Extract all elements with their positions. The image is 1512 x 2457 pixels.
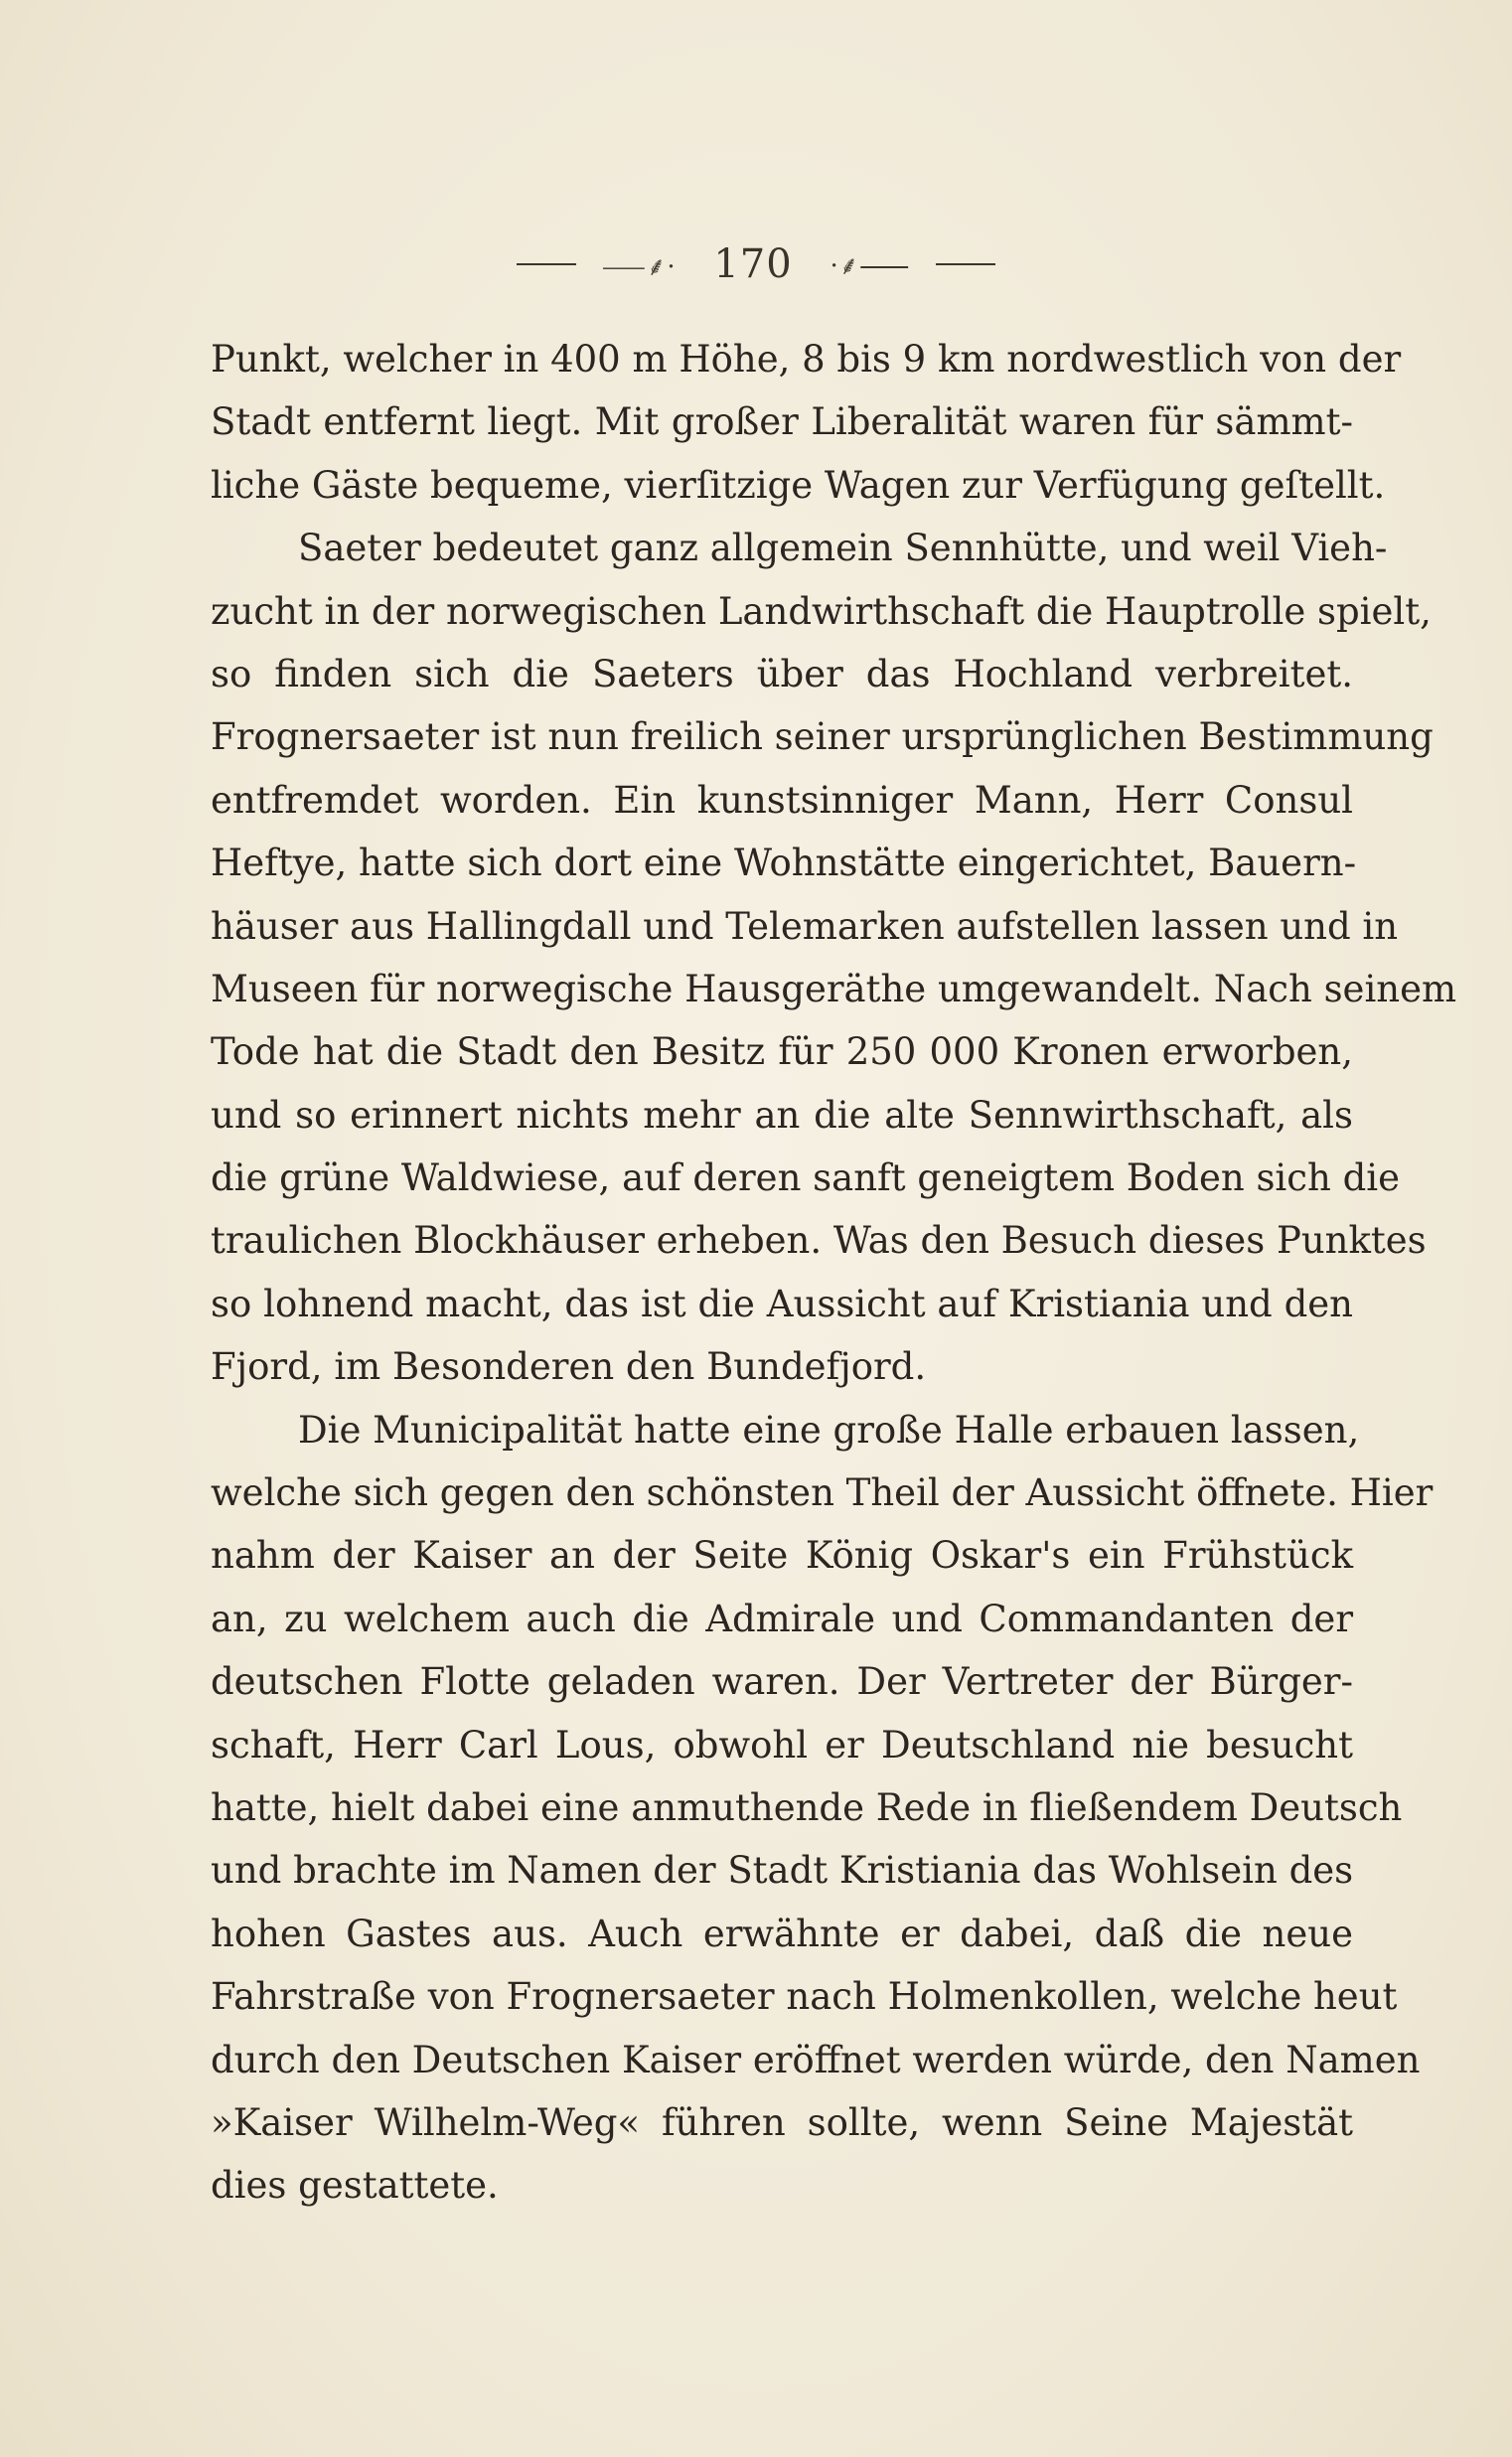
text-line: hatte, hielt dabei eine anmuthende Rede in fließendem Deutsch [211,1785,1403,1829]
text-line: Heftye, hatte sich dort eine Wohnstätte eingerichtet, Bauern- [211,842,1357,885]
text-line: »Kaiser Wilhelm-Weg« führen sollte, wenn Seine Majestät [211,2100,1353,2144]
text-line: und brachte im Namen der Stadt Kristiania das Wohlsein des [211,1849,1354,1893]
text-line: Fjord, im Besonderen den Bundefjord. [211,1345,927,1389]
text-line: nahm der Kaiser an der Seite König Oskar's ein Frühstück [211,1534,1353,1578]
header-ornament-right: ·⸙⸺ [830,251,911,281]
text-line: Saeter bedeutet ganz allgemein Sennhütte, und weil Vieh- [298,527,1388,570]
text-line: hohen Gastes aus. Auch erwähnte er dabei, daß die neue [211,1912,1353,1955]
page-header [0,238,1512,287]
text-line: Stadt entfernt liegt. Mit großer Liberalität waren für sämmt- [211,400,1353,444]
text-line: Fahrstraße von Frognersaeter nach Holmenkollen, welche heut [211,1975,1398,2019]
text-line: häuser aus Hallingdall und Telemarken aufstellen lassen und in [211,904,1399,948]
text-line: Tode hat die Stadt den Besitz für 250 000 Kronen erworben, [211,1030,1353,1074]
text-line: Museen für norwegische Hausgeräthe umgewandelt. Nach seinem [211,967,1457,1010]
text-line: liche Gäste bequeme, vierſitzige Wagen zur Verfügung geſtellt. [211,463,1386,507]
text-line: Die Municipalität hatte eine große Halle erbauen lassen, [298,1408,1360,1452]
text-line: Punkt, welcher in 400 m Höhe, 8 bis 9 km nordwestlich von der [211,338,1402,381]
text-line: Frognersaeter ist nun freilich seiner ursprünglichen Bestimmung [211,715,1434,759]
text-line: schaft, Herr Carl Lous, obwohl er Deutschland nie besucht [211,1723,1353,1766]
text-line: dies gestattete. [211,2164,499,2208]
text-line: deutschen Flotte geladen waren. Der Vertreter der Bürger- [211,1660,1353,1704]
text-line: zucht in der norwegischen Landwirthschaft die Hauptrolle spielt, [211,589,1432,633]
page-number: 170 [713,241,793,287]
text-line: durch den Deutschen Kaiser eröffnet werden würde, den Namen [211,2038,1421,2081]
text-line: entfremdet worden. Ein kunstsinniger Mann, Herr Consul [211,778,1353,822]
header-rule-left [517,263,576,265]
text-line: traulichen Blockhäuser erheben. Was den Besuch dieses Punktes [211,1219,1427,1263]
text-line: an, zu welchem auch die Admirale und Commandanten der [211,1597,1353,1640]
body-text [211,328,1457,2218]
header-ornament-left: ⸺⸙· [601,251,677,282]
text-line: so lohnend macht, das ist die Aussicht auf Kristiania und den [211,1282,1353,1325]
text-line: welche sich gegen den schönsten Theil der Aussicht öffnete. Hier [211,1471,1434,1515]
text-line: und so erinnert nichts mehr an die alte Sennwirthschaft, als [211,1093,1353,1137]
text-line: so finden sich die Saeters über das Hochland verbreitet. [211,652,1353,695]
text-line: die grüne Waldwiese, auf deren sanft geneigtem Boden sich die [211,1156,1400,1200]
header-rule-right [936,263,995,265]
